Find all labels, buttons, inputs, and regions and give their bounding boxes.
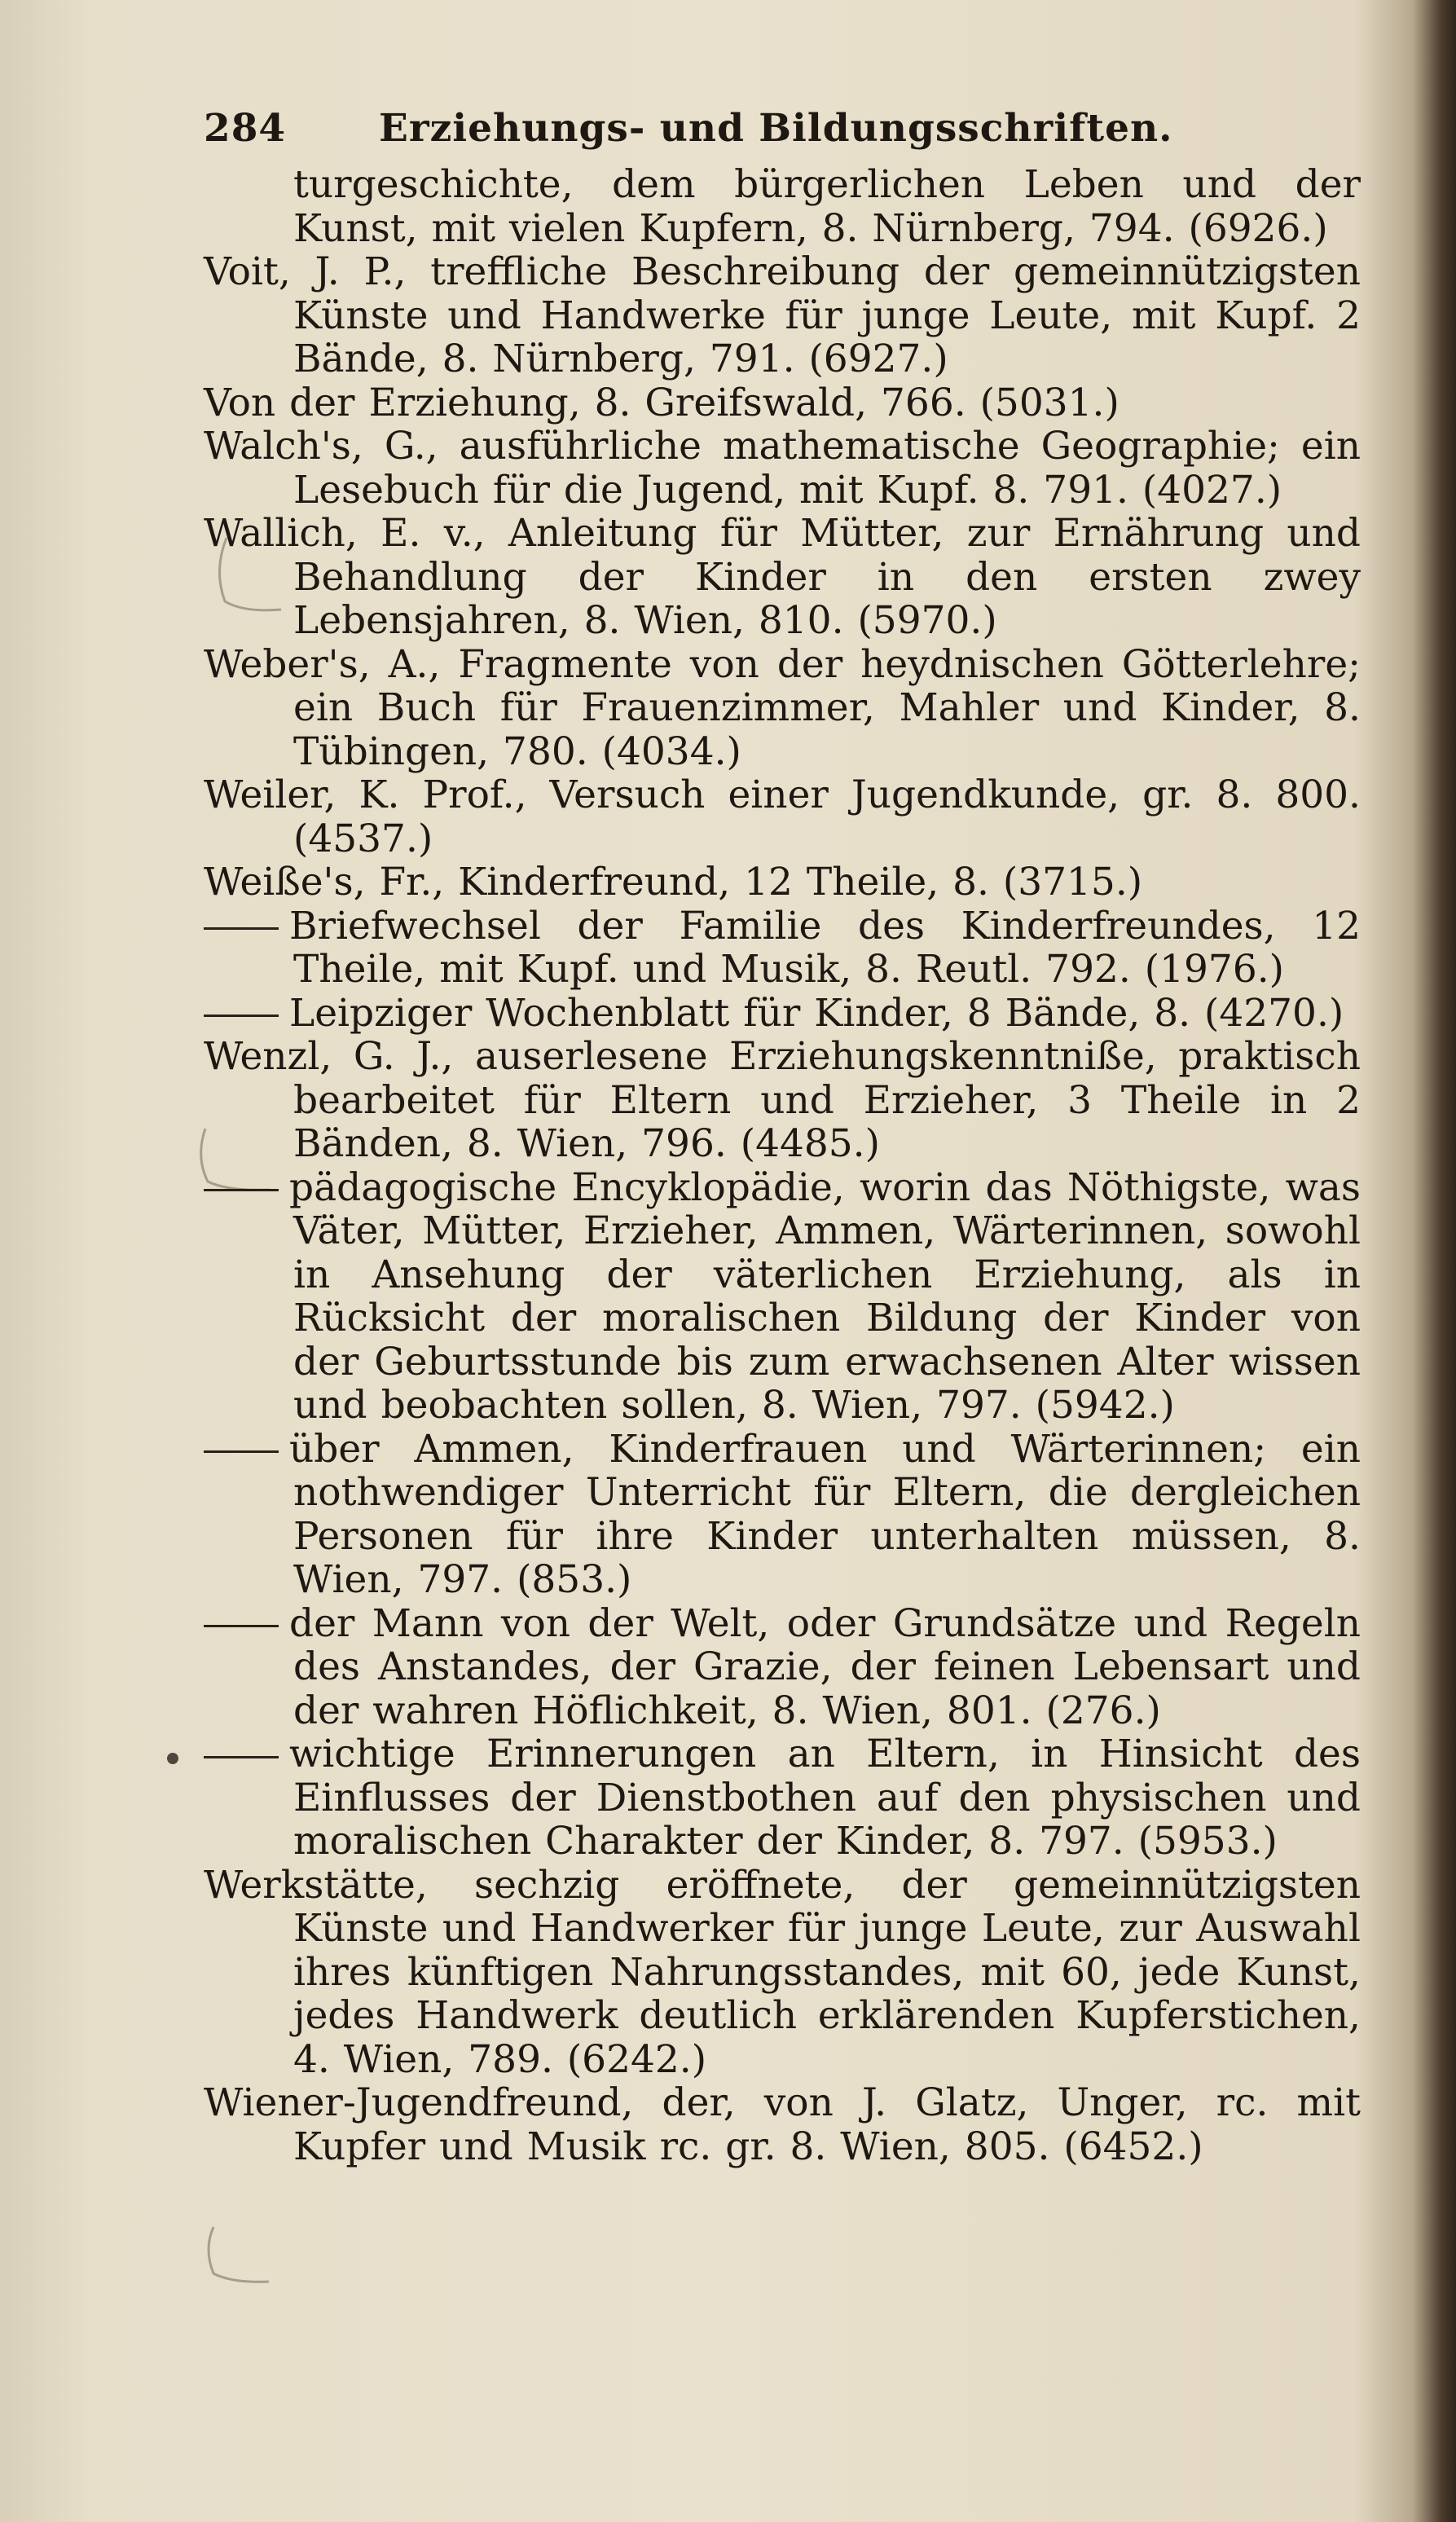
ditto-dash <box>204 1166 289 1210</box>
page-content <box>204 106 1361 2168</box>
entry-text: Wallich, E. v., Anleitung für Mütter, zur Ernährung und Behandlung der Kinder in den ersten zwey Lebensjahren, 8. Wien, 810. (5970.) <box>204 511 1361 643</box>
entry-text: Wenzl, G. J., auserlesene Erziehungskenntniße, praktisch bearbeitet für Eltern und Erzieher, 3 Theile in 2 Bänden, 8. Wien, 796. (4485.) <box>204 1034 1361 1166</box>
entry-text: der Mann von der Welt, oder Grundsätze und Regeln des Anstandes, der Grazie, der feinen Lebensart und der wahren Höflichkeit, 8. Wien, 801. (276.) <box>289 1600 1361 1733</box>
entry-text: Von der Erziehung, 8. Greifswald, 766. (5031.) <box>204 380 1119 425</box>
ditto-dash <box>204 992 289 1036</box>
entry-ditto-encyklopaedie <box>204 1166 1361 1428</box>
entry-text: turgeschichte, dem bürgerlichen Leben und der Kunst, mit vielen Kupfern, 8. Nürnberg, 794. (6926.) <box>293 162 1361 251</box>
ditto-dash <box>204 1428 289 1472</box>
entry-text: Briefwechsel der Familie des Kinderfreundes, 12 Theile, mit Kupf. und Musik, 8. Reutl. 792. (1976.) <box>289 903 1361 992</box>
entry-von-der-erziehung <box>204 381 1361 425</box>
entry-ditto-ammen <box>204 1428 1361 1602</box>
page-number: 284 <box>204 106 287 151</box>
entry-ditto-mann-von-welt <box>204 1602 1361 1733</box>
entry-text: Weiße's, Fr., Kinderfreund, 12 Theile, 8. (3715.) <box>204 860 1143 904</box>
entry-text: Voit, J. P., treffliche Beschreibung der gemeinnützigsten Künste und Handwerke für junge Leute, mit Kupf. 2 Bände, 8. Nürnberg, 791. (6927.) <box>204 249 1361 381</box>
entry-weber <box>204 643 1361 774</box>
entry-weisse <box>204 860 1361 904</box>
entry-werkstaette <box>204 1864 1361 2082</box>
entry-text: über Ammen, Kinderfrauen und Wärterinnen; ein nothwendiger Unterricht für Eltern, die dergleichen Personen für ihre Kinder unterhalten müssen, 8. Wien, 797. (853.) <box>289 1426 1361 1602</box>
entry-text: Wiener-Jugendfreund, der, von J. Glatz, Unger, rc. mit Kupfer und Musik rc. gr. 8. Wien, 805. (6452.) <box>204 2080 1361 2169</box>
entry-ditto-briefwechsel <box>204 904 1361 992</box>
entry-ditto-wochenblatt <box>204 992 1361 1036</box>
ditto-dash <box>204 1732 289 1776</box>
entry-wallich <box>204 512 1361 643</box>
entry-ditto-erinnerungen <box>204 1732 1361 1864</box>
entry-wiener-jugendfreund <box>204 2081 1361 2168</box>
entry-text: Leipziger Wochenblatt für Kinder, 8 Bände, 8. (4270.) <box>289 990 1344 1036</box>
entry-text: wichtige Erinnerungen an Eltern, in Hinsicht des Einflusses der Dienstbothen auf den physischen und moralischen Charakter der Kinder, 8. 797. (5953.) <box>289 1732 1361 1864</box>
entry-text: Weber's, A., Fragmente von der heydnischen Götterlehre; ein Buch für Frauenzimmer, Mahler und Kinder, 8. Tübingen, 780. (4034.) <box>204 641 1361 774</box>
entry-wenzl <box>204 1035 1361 1166</box>
entry-text: Weiler, K. Prof., Versuch einer Jugendkunde, gr. 8. 800. (4537.) <box>204 772 1361 861</box>
ink-dot <box>167 1753 178 1764</box>
page-header <box>204 106 1361 163</box>
entry-text: Walch's, G., ausführliche mathematische Geographie; ein Lesebuch für die Jugend, mit Kupf. 8. 791. (4027.) <box>204 424 1361 513</box>
entry-walch <box>204 425 1361 512</box>
ditto-dash <box>204 904 289 949</box>
entry-continuation <box>204 163 1361 250</box>
entry-weiler <box>204 773 1361 860</box>
running-head: Erziehungs- und Bildungsschriften. <box>379 106 1173 151</box>
pencil-mark-wiener <box>209 2227 269 2282</box>
entry-text: pädagogische Encyklopädie, worin das Nöthigste, was Väter, Mütter, Erzieher, Ammen, Wärterinnen, sowohl in Ansehung der väterlichen Erziehung, als in Rücksicht der moralischen Bildung der Kinder von der Geburtsstunde bis zum erwachsenen Alter wissen und beobachten sollen, 8. Wien, 797. (5942.) <box>289 1164 1361 1428</box>
entry-text: Werkstätte, sechzig eröffnete, der gemeinnützigsten Künste und Handwerker für junge Leute, zur Auswahl ihres künftigen Nahrungsstandes, mit 60, jede Kunst, jedes Handwerk deutlich erklärenden Kupferstichen, 4. Wien, 789. (6242.) <box>204 1862 1361 2082</box>
entry-voit <box>204 250 1361 381</box>
ditto-dash <box>204 1602 289 1646</box>
